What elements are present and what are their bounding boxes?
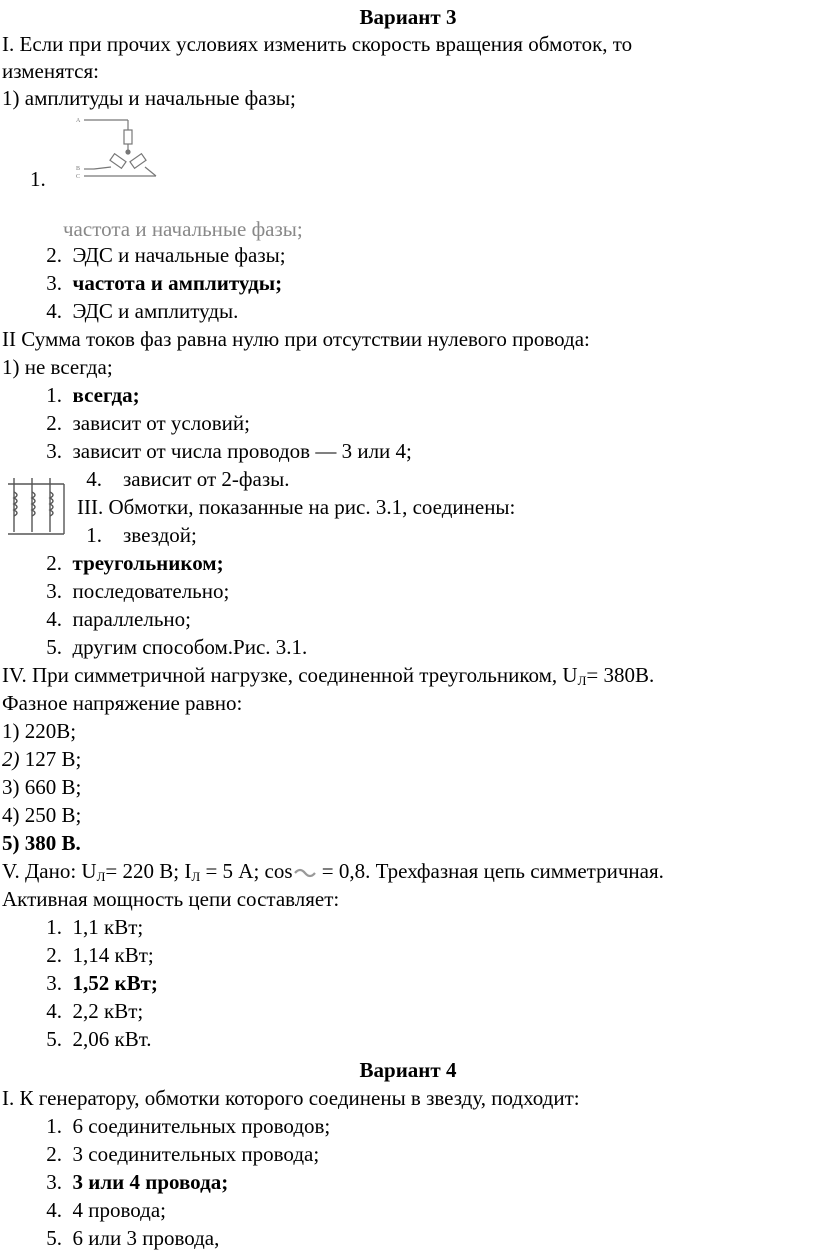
- answer-option: [30, 1113, 330, 1139]
- option-text: 2,2 кВт;: [72, 999, 144, 1023]
- answer-option: [30, 634, 307, 660]
- question-1-first-answer: 1) амплитуды и начальные фазы;: [2, 86, 296, 110]
- answer-option-correct: [30, 970, 158, 996]
- text-part: = 5 А; cos: [200, 859, 293, 883]
- text-part: = 220 В; I: [105, 859, 192, 883]
- option-number: 1.: [86, 523, 102, 547]
- option-text: 127 В;: [24, 747, 82, 771]
- option-number: 4.: [46, 607, 62, 631]
- option-number: 2.: [46, 243, 62, 267]
- question-1-text: I. К генератору, обмотки которого соединены в звезду, подходит:: [2, 1086, 580, 1110]
- option-number: 1): [2, 719, 20, 743]
- option-text: 250 В;: [24, 803, 82, 827]
- option-text: последовательно;: [72, 579, 230, 603]
- answer-option-correct: [30, 1169, 228, 1195]
- option-text: другим способом.Рис. 3.1.: [72, 635, 308, 659]
- option-text: частота и амплитуды;: [72, 271, 283, 295]
- option-number: 3.: [46, 271, 62, 295]
- option-number: 4.: [46, 999, 62, 1023]
- windings-figure: [4, 474, 70, 540]
- option-number: 3.: [46, 971, 62, 995]
- option-text: 380 В.: [24, 831, 81, 855]
- option-number: 5): [2, 831, 20, 855]
- option-text: 6 или 3 провода,: [72, 1226, 220, 1250]
- answer-option: [30, 298, 238, 324]
- option-number: 5.: [46, 635, 62, 659]
- text-part: IV. При симметричной нагрузке, соединенной треугольником, U: [2, 663, 578, 687]
- answer-option-correct: [30, 382, 140, 408]
- text-part: = 0,8. Трехфазная цепь симметричная.: [316, 859, 664, 883]
- option-text: 220В;: [24, 719, 77, 743]
- variant-4-title: Вариант 4: [359, 1058, 457, 1082]
- option-text: треугольником;: [72, 551, 224, 575]
- option-text: всегда;: [72, 383, 140, 407]
- answer-option: [30, 998, 143, 1024]
- variant-3-title: Вариант 3: [359, 5, 457, 29]
- option-text: ЭДС и начальные фазы;: [72, 243, 286, 267]
- option-text: 3 соединительных провода;: [72, 1142, 320, 1166]
- option-number: 4.: [86, 467, 102, 491]
- option-number: 3.: [46, 1170, 62, 1194]
- answer-option: [30, 1026, 152, 1052]
- subscript: Л: [191, 869, 201, 884]
- option-text: зависит от числа проводов — 3 или 4;: [72, 439, 412, 463]
- subscript: Л: [96, 869, 106, 884]
- option-text: зависит от условий;: [72, 411, 250, 435]
- answer-option: [30, 942, 154, 968]
- option-number: 1.: [46, 383, 62, 407]
- question-1-text: I. Если при прочих условиях изменить скорость вращения обмоток, то: [2, 32, 633, 56]
- option-text: ЭДС и амплитуды.: [72, 299, 239, 323]
- answer-option: [2, 802, 81, 828]
- answer-option: [30, 242, 286, 268]
- answer-option: [30, 410, 250, 436]
- question-3-text: III. Обмотки, показанные на рис. 3.1, соединены:: [77, 495, 516, 519]
- option-text: 1,14 кВт;: [72, 943, 154, 967]
- answer-option: [30, 578, 229, 604]
- answer-option: [30, 914, 143, 940]
- question-2-text: II Сумма токов фаз равна нулю при отсутствии нулевого провода:: [2, 327, 590, 351]
- figure-label-a: A: [76, 118, 81, 124]
- option-text: 4 провода;: [72, 1198, 166, 1222]
- option-text: 2,06 кВт.: [72, 1027, 152, 1051]
- option-number: 2): [2, 747, 20, 771]
- subscript: Л: [577, 673, 587, 688]
- answer-option-correct: [2, 830, 81, 856]
- phi-symbol-icon: [293, 866, 317, 880]
- option-number: 4.: [46, 299, 62, 323]
- option-text: параллельно;: [72, 607, 191, 631]
- answer-option: [30, 1197, 166, 1223]
- option-number: 1.: [46, 1114, 62, 1138]
- question-5-text-cont: Активная мощность цепи составляет:: [2, 887, 340, 911]
- option-number: 4.: [46, 1198, 62, 1222]
- answer-option: [2, 774, 81, 800]
- figure-label-b: B: [76, 166, 81, 172]
- answer-option-correct: [30, 270, 282, 296]
- answer-option: [70, 466, 289, 492]
- list-item-number: 1.: [30, 167, 46, 191]
- option-number: 1.: [46, 915, 62, 939]
- answer-option: [30, 1225, 219, 1251]
- answer-option-correct: [30, 550, 224, 576]
- star-connection-figure: [74, 112, 164, 186]
- option-text: 660 В;: [24, 775, 82, 799]
- question-2-first-answer: 1) не всегда;: [2, 355, 113, 379]
- option-number: 2.: [46, 411, 62, 435]
- option-text: зависит от 2-фазы.: [123, 467, 290, 491]
- option-number: 3.: [46, 579, 62, 603]
- answer-option: [30, 438, 412, 464]
- option-text: звездой;: [123, 523, 197, 547]
- answer-option: [30, 1141, 319, 1167]
- option-text: 1,52 кВт;: [72, 971, 158, 995]
- answer-option: [30, 606, 191, 632]
- option-number: 3.: [46, 439, 62, 463]
- answer-option-text: частота и начальные фазы;: [63, 217, 303, 241]
- option-number: 2.: [46, 943, 62, 967]
- answer-option: [2, 746, 81, 772]
- option-text: 1,1 кВт;: [72, 915, 144, 939]
- option-number: 2.: [46, 551, 62, 575]
- option-text: 3 или 4 провода;: [72, 1170, 229, 1194]
- question-4-text-cont: Фазное напряжение равно:: [2, 691, 243, 715]
- option-number: 5.: [46, 1027, 62, 1051]
- option-text: 6 соединительных проводов;: [72, 1114, 331, 1138]
- answer-option: [70, 522, 197, 548]
- option-number: 4): [2, 803, 20, 827]
- option-number: 5.: [46, 1226, 62, 1250]
- figure-label-c: C: [76, 174, 81, 180]
- text-part: V. Дано: U: [2, 859, 97, 883]
- answer-option: [2, 718, 76, 744]
- option-number: 2.: [46, 1142, 62, 1166]
- question-1-text-cont: изменятся:: [2, 59, 99, 83]
- text-part: = 380В.: [586, 663, 655, 687]
- option-number: 3): [2, 775, 20, 799]
